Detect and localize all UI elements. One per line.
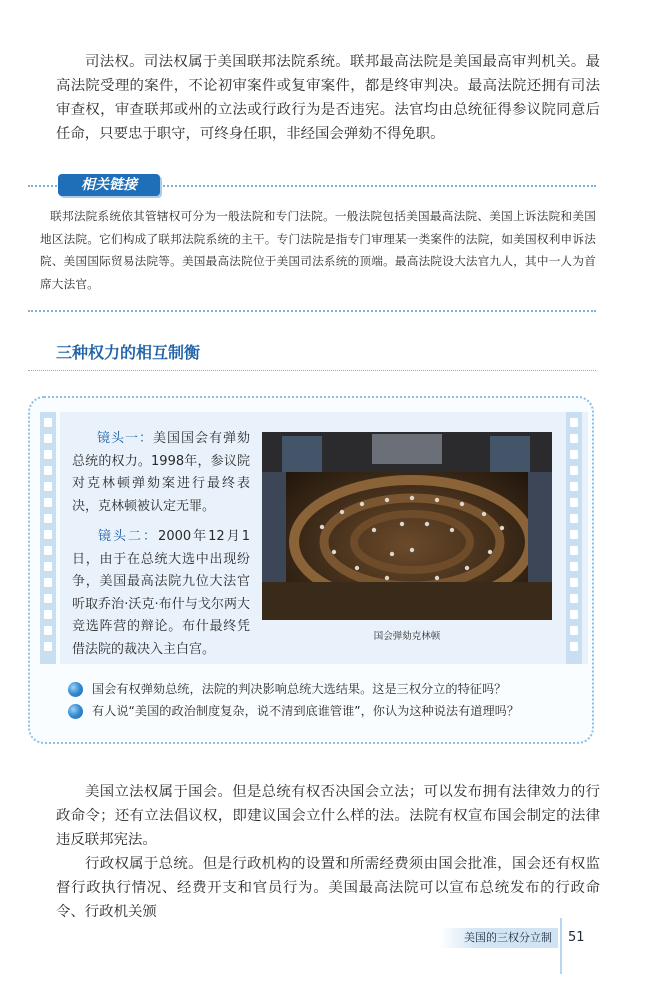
related-link-text [40, 205, 596, 295]
question-bullet-icon [68, 682, 83, 697]
related-link-tag: 相关链接 [58, 174, 160, 196]
dotted-divider-bottom [28, 310, 596, 312]
question-2: 有人说“美国的政治制度复杂，说不清到底谁管谁”，你认为这种说法有道理吗？ [92, 704, 520, 718]
congress-chamber-photo [262, 432, 552, 620]
page-number: 51 [568, 930, 585, 945]
film-strip-left [40, 412, 56, 664]
bottom-paragraph-1: 美国立法权属于国会。但是总统有权否决国会立法；可以发布拥有法律效力的行政命令；还有立法倡议权，即建议国会立什么样的法。法院有权宣布国会制定的法律违反联邦宪法。 [56, 784, 600, 848]
scene-one-lead: 镜头一： [96, 431, 153, 446]
section-underline [28, 370, 596, 371]
chapter-title: 美国的三权分立制 [440, 928, 558, 948]
top-paragraph: 司法权。司法权属于美国联邦法院系统。联邦最高法院是美国最高审判机关。最高法院受理的案件，不论初审案件或复审案件，都是终审判决。最高法院还拥有司法审查权，审查联邦或州的立法或行政行为是否违宪。法官均由总统征得参议院同意后任命，只要忠于职守，可终身任职，非经国会弹劾不得免职。 [56, 54, 600, 142]
photo-caption: 国会弹劾克林顿 [373, 631, 441, 642]
scene-two-text: 2000年12月1日，由于在总统大选中出现纷争，美国最高法院九位大法官听取乔治·沃克·布什与戈尔两大竞选阵营的辩论。布什最终凭借法院的裁决入主白宫。 [72, 529, 250, 657]
scene-one [72, 428, 250, 518]
scene-two [72, 526, 250, 661]
section-title: 三种权力的相互制衡 [56, 343, 201, 362]
related-link-body: 联邦法院系统依其管辖权可分为一般法院和专门法院。一般法院包括美国最高法院、美国上诉法院和美国地区法院。它们构成了联邦法院系统的主干。专门法院是指专门审理某一类案件的法院，如美国权利申诉法院、美国国际贸易法院等。美国最高法院位于美国司法系统的顶端。最高法院设大法官九人，其中一人为首席大法官。 [40, 209, 596, 291]
footer-divider [560, 918, 562, 974]
question-bullet-icon [68, 704, 83, 719]
question-1: 国会有权弹劾总统，法院的判决影响总统大选结果。这是三权分立的特征吗？ [92, 682, 507, 696]
scene-one-text: 美国国会有弹劾总统的权力。1998年，参议院对克林顿弹劾案进行最终表决，克林顿被认定无罪。 [72, 431, 250, 514]
scene-two-lead: 镜头二： [96, 529, 159, 544]
bottom-paragraph-2: 行政权属于总统。但是行政机构的设置和所需经费须由国会批准，国会还有权监督行政执行情况、经费开支和官员行为。美国最高法院可以宣布总统发布的行政命令、行政机关颁 [56, 856, 600, 920]
film-strip-right [566, 412, 582, 664]
